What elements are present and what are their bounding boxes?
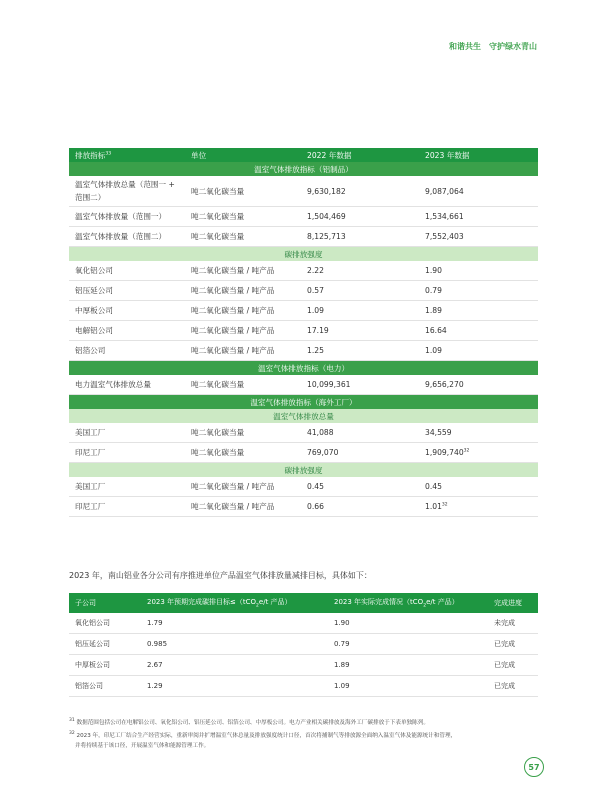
page-number: 57 bbox=[524, 757, 544, 777]
header-unit: 单位 bbox=[185, 148, 301, 162]
table-row: 温室气体排放量（范围一） 吨二氧化碳当量 1,504,469 1,534,661 bbox=[69, 207, 538, 227]
header-status: 完成进度 bbox=[488, 593, 538, 613]
footnotes bbox=[69, 716, 549, 752]
header-2022: 2022 年数据 bbox=[301, 148, 419, 162]
table-row: 铝压延公司 吨二氧化碳当量 / 吨产品 0.57 0.79 bbox=[69, 281, 538, 301]
table-header-row bbox=[69, 148, 538, 162]
section-overseas-total: 温室气体排放总量 bbox=[69, 409, 538, 423]
table-row: 美国工厂 吨二氧化碳当量 / 吨产品 0.45 0.45 bbox=[69, 477, 538, 497]
section-carbon-intensity: 碳排放强度 bbox=[69, 247, 538, 262]
header-company: 子公司 bbox=[69, 593, 141, 613]
table-row: 印尼工厂 吨二氧化碳当量 769,070 1,909,740$^{32}$ bbox=[69, 443, 538, 463]
table-header-row bbox=[69, 593, 538, 613]
section-overseas: 温室气体排放指标（海外工厂） bbox=[69, 395, 538, 410]
table-row: 美国工厂 吨二氧化碳当量 41,088 34,559 bbox=[69, 423, 538, 443]
table-row: 中厚板公司 2.67 1.89 已完成 bbox=[69, 655, 538, 676]
table-row: 铝箔公司 吨二氧化碳当量 / 吨产品 1.25 1.09 bbox=[69, 341, 538, 361]
header-indicator: 排放指标$^{33}$ bbox=[69, 148, 185, 162]
header-target: 2023 年预期完成碳排目标≤（tCO$_2$e/t 产品） bbox=[141, 593, 328, 613]
table-row: 铝压延公司 0.985 0.79 已完成 bbox=[69, 634, 538, 655]
table-row: 印尼工厂 吨二氧化碳当量 / 吨产品 0.66 1.01$^{32}$ bbox=[69, 497, 538, 517]
header-2023: 2023 年数据 bbox=[419, 148, 538, 162]
footnote-32-continued: 并将持续基于该口径，开展温室气体和能源管理工作。 bbox=[75, 742, 210, 749]
footnote-32: $^{32}$ 2023 年，印尼工厂结合生产经营实际，重新审阅并扩增温室气体总量及排放强度统计口径，首次将捕制气等排放源全面纳入温室气体及能源统计和管理， bbox=[69, 730, 457, 739]
section-overseas-intensity: 碳排放强度 bbox=[69, 463, 538, 478]
header-actual: 2023 年实际完成情况（tCO$_2$e/t 产品） bbox=[328, 593, 488, 613]
table-row: 氧化铝公司 1.79 1.90 未完成 bbox=[69, 613, 538, 634]
section-power: 温室气体排放指标（电力） bbox=[69, 361, 538, 376]
table-row: 电解铝公司 吨二氧化碳当量 / 吨产品 17.19 16.64 bbox=[69, 321, 538, 341]
table-row: 氧化铝公司 吨二氧化碳当量 / 吨产品 2.22 1.90 bbox=[69, 261, 538, 281]
table-row: 中厚板公司 吨二氧化碳当量 / 吨产品 1.09 1.89 bbox=[69, 301, 538, 321]
table-row: 铝箔公司 1.29 1.09 已完成 bbox=[69, 676, 538, 697]
section-aluminum: 温室气体排放指标（铝制品） bbox=[69, 162, 538, 176]
table-row: 电力温室气体排放总量 吨二氧化碳当量 10,099,361 9,656,270 bbox=[69, 375, 538, 395]
table-row: 温室气体排放总量（范围一 + 范围二） 吨二氧化碳当量 9,630,182 9,087,064 bbox=[69, 176, 538, 207]
emissions-table bbox=[69, 148, 538, 517]
header-slogan: 和谐共生 守护绿水青山 bbox=[449, 42, 537, 51]
intro-text: 2023 年，南山铝业各分公司有序推进单位产品温室气体排放量减排目标，具体如下： bbox=[69, 571, 372, 580]
targets-table bbox=[69, 593, 538, 697]
table-row: 温室气体排放量（范围二） 吨二氧化碳当量 8,125,713 7,552,403 bbox=[69, 227, 538, 247]
footnote-31: $^{31}$ 数据范围包括公司在电解铝公司、氧化铝公司、铝压延公司、铝箔公司、中厚板公司。电力产业相关碳排放及海外工厂碳排放于下表单独陈列。 bbox=[69, 718, 429, 726]
